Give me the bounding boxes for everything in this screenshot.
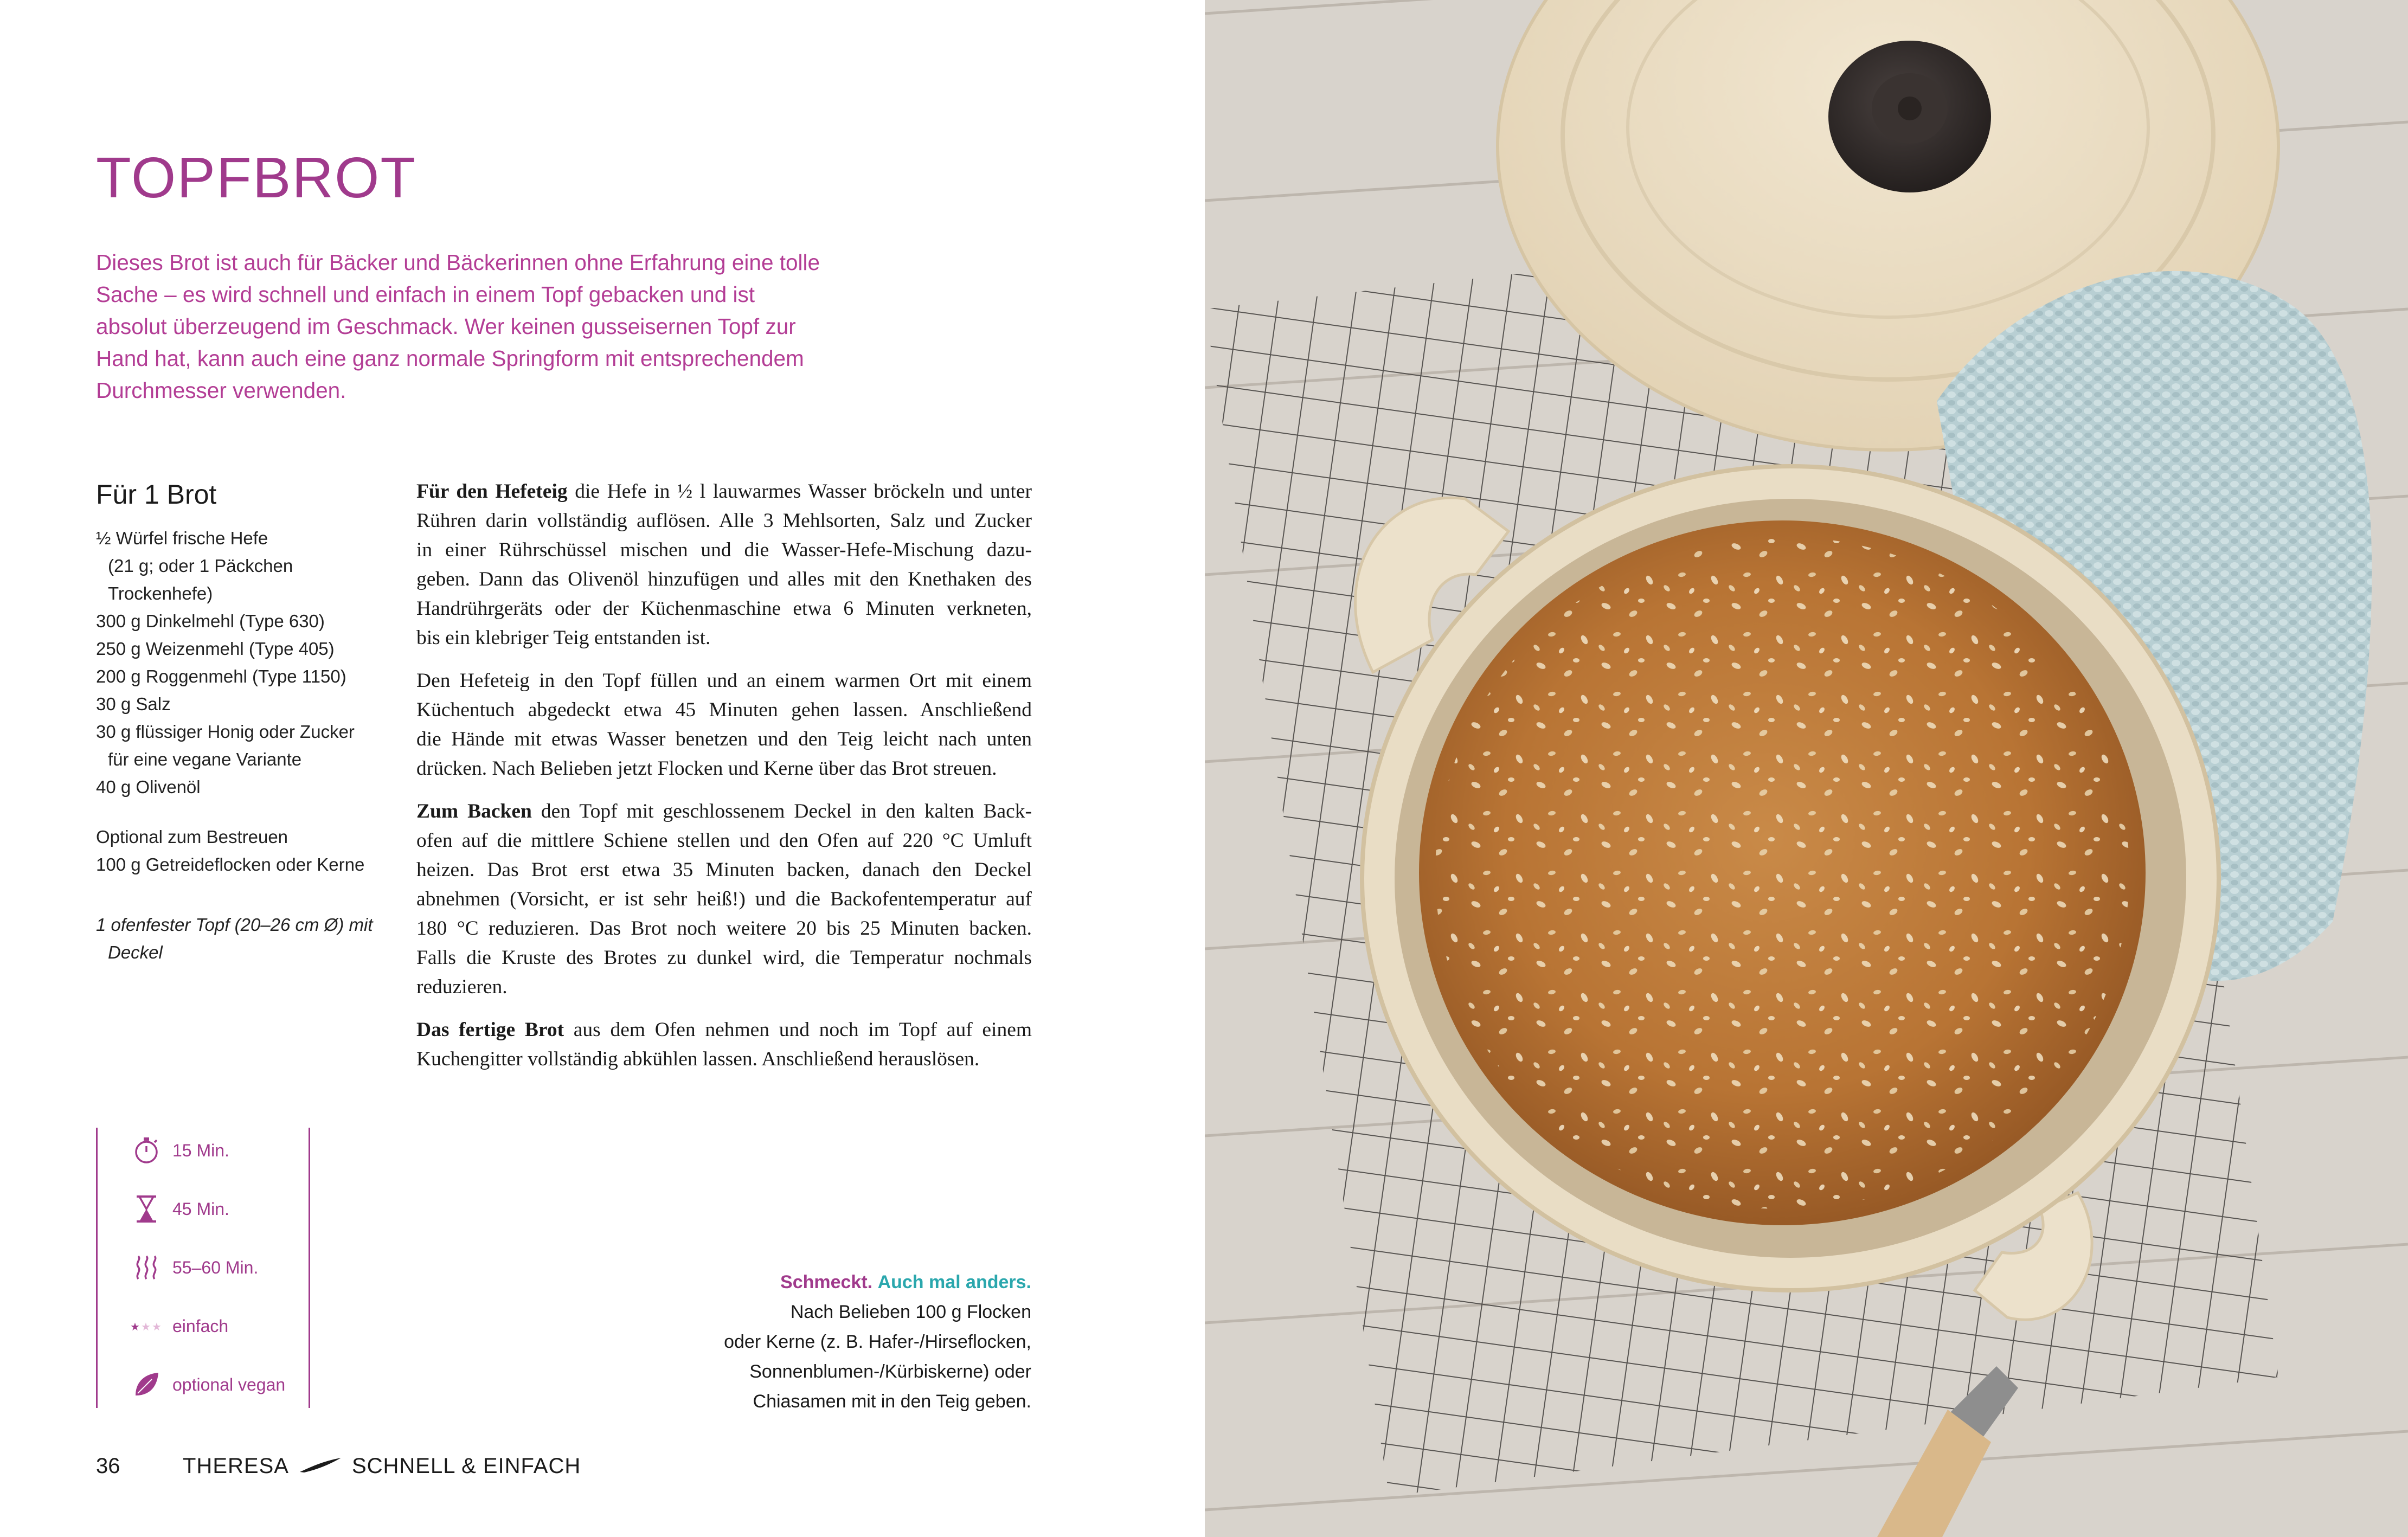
tip-heading-part: Schmeckt. <box>780 1272 873 1292</box>
method-line: ofen auf die mittlere Schiene stellen und den Ofen auf 220 °C Umluft <box>416 829 1032 852</box>
method-line: Handrührgeräts oder der Küchenmaschine etwa 6 Minuten verkneten, <box>416 597 1032 620</box>
ingredient-line: 30 g Salz <box>96 694 171 714</box>
tip-heading-part: Auch mal anders. <box>877 1272 1031 1292</box>
serves-heading: Für 1 Brot <box>96 479 217 510</box>
method-paragraph <box>416 666 1032 783</box>
equipment-line: 1 ofenfester Topf (20–26 cm Ø) mit <box>96 915 373 935</box>
leaf-icon <box>130 1368 163 1401</box>
ingredient-line: 250 g Weizenmehl (Type 405) <box>96 639 335 659</box>
footer-brand: THERESA <box>183 1454 289 1478</box>
method-line: Den Hefeteig in den Topf füllen und an einem warmen Ort mit einem <box>416 670 1032 692</box>
method-line: in einer Rührschüssel mischen und die Wasser-Hefe-Mischung dazu- <box>416 539 1032 561</box>
method-line: heizen. Das Brot erst etwa 35 Minuten backen, danach den Deckel <box>416 859 1032 881</box>
intro-line: Hand hat, kann auch eine ganz normale Springform mit entsprechendem <box>96 346 804 371</box>
svg-text:★: ★ <box>152 1320 162 1333</box>
ingredient-line: 300 g Dinkelmehl (Type 630) <box>96 611 325 631</box>
optional-heading: Optional zum Bestreuen <box>96 827 288 847</box>
method-paragraph <box>416 797 1032 1002</box>
ingredient-line: (21 g; oder 1 Päckchen <box>108 556 293 576</box>
method-line: reduzieren. <box>416 976 508 998</box>
method-line: Kuchengitter vollständig abkühlen lassen. Anschließend herauslösen. <box>416 1048 980 1070</box>
info-text: einfach <box>172 1316 229 1336</box>
tip-line: Nach Belieben 100 g Flocken <box>790 1302 1031 1322</box>
method-step-heading: Das fertige Brot <box>416 1019 564 1041</box>
method-text-run: aus dem Ofen nehmen und noch im Topf auf einem <box>564 1019 1032 1041</box>
tip-line: Sonnenblumen-/Kürbiskerne) oder <box>749 1361 1031 1382</box>
method-line: drücken. Nach Belieben jetzt Flocken und Kerne über das Brot streuen. <box>416 757 997 780</box>
info-rise-time <box>130 1193 229 1225</box>
info-box-rule-left <box>96 1128 98 1408</box>
method-line: abnehmen (Vorsicht, er ist sehr heiß!) und die Backofentemperatur auf <box>416 888 1032 910</box>
method-step-heading: Zum Backen <box>416 800 532 822</box>
ingredient-line: 200 g Roggenmehl (Type 1150) <box>96 666 346 686</box>
method-line: geben. Dann das Olivenöl hinzufügen und alles mit den Knethaken des <box>416 568 1032 590</box>
method-step-heading: Für den Hefeteig <box>416 480 568 503</box>
page-number: 36 <box>96 1454 120 1478</box>
method-line: Rühren darin vollständig auflösen. Alle 3 Mehlsorten, Salz und Zucker <box>416 510 1032 532</box>
method-text-run: den Topf mit geschlossenem Deckel in den kalten Back- <box>531 800 1032 822</box>
method-line <box>416 1015 1032 1045</box>
method-paragraph <box>416 1015 1032 1074</box>
method-line <box>416 477 1032 506</box>
method-line: bis ein klebriger Teig entstanden ist. <box>416 627 711 649</box>
photo-page <box>1205 0 2408 1537</box>
method-text-run: die Hefe in ½ l lauwarmes Wasser bröckeln und unter <box>567 480 1032 503</box>
ingredient-line: Trockenhefe) <box>108 583 213 603</box>
knife-icon <box>299 1454 342 1478</box>
method-line <box>416 797 1032 826</box>
info-difficulty <box>130 1310 228 1342</box>
info-box-rule-right <box>309 1128 310 1408</box>
info-text: optional vegan <box>172 1374 286 1394</box>
tip-heading <box>724 1268 1031 1297</box>
equipment-note <box>96 911 373 966</box>
method-line: Falls die Kruste des Brotes zu dunkel wird, die Temperatur nochmals <box>416 947 1032 969</box>
info-bake-time <box>130 1251 258 1284</box>
equipment-line: Deckel <box>108 942 163 962</box>
svg-text:★: ★ <box>141 1320 151 1333</box>
method-paragraph <box>416 477 1032 653</box>
method-line: Küchentuch abgedeckt etwa 45 Minuten gehen lassen. Anschließend <box>416 699 1032 721</box>
variation-tip <box>724 1268 1031 1417</box>
bread-photo <box>1205 0 2408 1537</box>
optional-ingredient: 100 g Getreideflocken oder Kerne <box>96 854 365 874</box>
intro-line: Dieses Brot ist auch für Bäcker und Bäckerinnen ohne Erfahrung eine tolle <box>96 250 820 275</box>
method-line: die Hände mit etwas Wasser benetzen und den Teig leicht nach unten <box>416 728 1032 750</box>
svg-text:★: ★ <box>130 1320 140 1333</box>
footer-series: SCHNELL & EINFACH <box>351 1454 581 1478</box>
info-text: 15 Min. <box>172 1140 229 1160</box>
ingredient-line: 30 g flüssiger Honig oder Zucker <box>96 722 355 742</box>
ingredient-line: 40 g Olivenöl <box>96 777 201 797</box>
intro-line: absolut überzeugend im Geschmack. Wer keinen gusseisernen Topf zur <box>96 314 796 339</box>
hourglass-icon <box>130 1193 163 1225</box>
info-text: 55–60 Min. <box>172 1257 259 1277</box>
info-vegan <box>130 1368 285 1401</box>
recipe-title: TOPFBROT <box>96 146 417 210</box>
intro-line: Durchmesser verwenden. <box>96 378 346 403</box>
difficulty-stars-icon <box>130 1310 163 1342</box>
ingredient-list <box>96 524 400 801</box>
intro-text <box>96 247 833 407</box>
tip-line: Chiasamen mit in den Teig geben. <box>753 1391 1031 1412</box>
stopwatch-icon <box>130 1134 163 1167</box>
info-text: 45 Min. <box>172 1199 229 1219</box>
intro-line: Sache – es wird schnell und einfach in einem Topf gebacken und ist <box>96 282 755 307</box>
tip-line: oder Kerne (z. B. Hafer-/Hirseflocken, <box>724 1332 1031 1352</box>
heat-waves-icon <box>130 1251 163 1284</box>
method-line: 180 °C reduzieren. Das Brot noch weitere 20 bis 25 Minuten backen. <box>416 917 1032 940</box>
method-text <box>416 477 1032 1088</box>
ingredient-line: für eine vegane Variante <box>108 749 302 769</box>
info-prep-time <box>130 1134 229 1167</box>
page-footer <box>96 1454 581 1478</box>
ingredient-line: ½ Würfel frische Hefe <box>96 528 268 548</box>
